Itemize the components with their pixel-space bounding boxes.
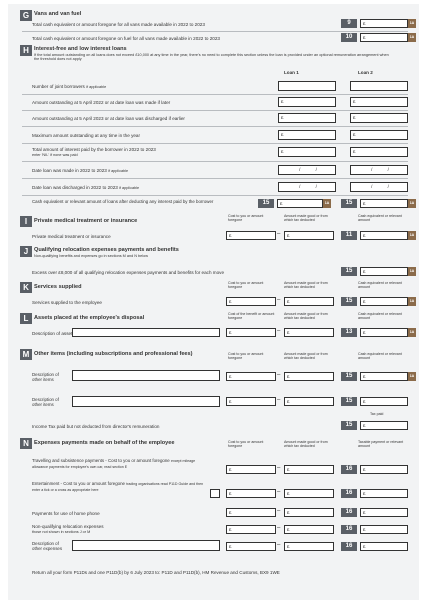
interest-paid-note: enter 'NIL' if none was paid xyxy=(32,153,78,157)
non-qualifying-relocation-label: Non-qualifying relocation expenses xyxy=(32,524,104,529)
entertainment-cost-field[interactable]: £ xyxy=(226,489,276,498)
cash-equivalent-column-header: Cash equivalent or relevant amount xyxy=(358,312,402,320)
loan-cash-equivalent-label: Cash equivalent or relevant amount of loans after deducting any interest paid by the borrower xyxy=(32,199,214,204)
loan-1-interest-paid-field[interactable]: £ xyxy=(278,147,336,157)
divider xyxy=(22,94,408,95)
relocation-excess-label: Excess over £8,000 of all qualifying relocation expenses payments and benefits for each move xyxy=(32,270,225,275)
home-phone-label: Payments for use of home phone xyxy=(32,511,100,516)
section-g-marker: G xyxy=(20,10,32,21)
section-k-marker: K xyxy=(20,282,32,293)
box-16-number: 16 xyxy=(341,489,357,498)
class-1a-tag: 1A xyxy=(408,231,416,240)
minus-sign: – xyxy=(277,297,281,303)
income-tax-paid-label: Income Tax paid but not deducted from director's remuneration xyxy=(32,424,160,429)
amount-outstanding-start-label: Amount outstanding at 5 April 2022 or at date loan was made if later xyxy=(32,100,171,105)
loan-1-cash-equivalent-field[interactable]: £ xyxy=(277,199,323,208)
travelling-subsistence-label: Travelling and subsistence payments - Cost to you or amount foregone except mileage allowance payments for employee's own car, read section E xyxy=(32,458,196,469)
minus-sign: – xyxy=(277,508,281,514)
interest-paid-label: Total amount of interest paid by the borrower in 2022 to 2023 xyxy=(32,147,156,152)
asset-cash-equivalent-field[interactable]: £ xyxy=(360,328,408,337)
asset-cost-field[interactable]: £ xyxy=(226,328,276,337)
made-good-column-header: Amount made good or from which tax deducted xyxy=(284,312,328,320)
cash-equivalent-column-header: Cash equivalent or relevant amount xyxy=(358,214,402,222)
services-cash-equivalent-field[interactable]: £ xyxy=(360,297,408,306)
amount-outstanding-end-label: Amount outstanding at 5 April 2023 or at date loan was discharged if earlier xyxy=(32,116,185,121)
loan-2-interest-paid-field[interactable]: £ xyxy=(350,147,408,157)
travelling-cost-field[interactable]: £ xyxy=(226,465,276,474)
box-9-number: 9 xyxy=(341,19,357,28)
home-phone-cost-field[interactable]: £ xyxy=(226,508,276,517)
section-n-marker: N xyxy=(20,438,32,449)
divider xyxy=(22,143,408,144)
other-items-made-good-field-2[interactable]: £ xyxy=(284,397,334,406)
minus-sign: – xyxy=(277,372,281,378)
box-16-number: 16 xyxy=(341,465,357,474)
joint-borrowers-label: Number of joint borrowers if applicable xyxy=(32,84,107,89)
divider xyxy=(22,126,408,127)
class-1a-tag: 1A xyxy=(408,33,416,42)
section-j-marker: J xyxy=(20,246,32,257)
entertainment-tick-box[interactable] xyxy=(210,489,220,498)
other-items-cash-equivalent-field[interactable]: £ xyxy=(360,372,408,381)
loan-2-cash-equivalent-field[interactable]: £ xyxy=(360,199,408,208)
section-n-title: Expenses payments made on behalf of the employee xyxy=(34,440,175,446)
section-i-marker: I xyxy=(20,216,32,227)
date-loan-made-label: Date loan was made in 2022 to 2023 if applicable xyxy=(32,168,129,173)
made-good-column-header: Amount made good or from which tax deducted xyxy=(284,281,328,289)
cost-column-header: Cost to you or amount foregone xyxy=(228,352,264,360)
taxable-payment-column-header: Taxable payment or relevant amount xyxy=(358,440,404,448)
box-16-number: 16 xyxy=(341,508,357,517)
made-good-column-header: Amount made good or from which tax deducted xyxy=(284,352,328,360)
loan-1-date-made-field[interactable]: / / xyxy=(278,165,336,175)
van-fuel-cash-equivalent-label: Total cash equivalent or amount foregone on fuel for all vans made available in 2022 to 2023 xyxy=(32,36,220,41)
other-expenses-description-label: Description of other expenses xyxy=(32,541,63,551)
box-16-number: 16 xyxy=(341,525,357,534)
minus-sign: – xyxy=(277,489,281,495)
other-items-description-field[interactable] xyxy=(72,370,220,381)
divider xyxy=(22,195,408,196)
section-g-title: Vans and van fuel xyxy=(34,11,82,17)
entertainment-label: Entertainment - Cost to you or amount foregone trading organisations read P11D Guide and then enter a tick or a cross as appropriate here xyxy=(32,481,204,492)
box-15-number: 15 xyxy=(258,199,274,208)
services-cost-field[interactable]: £ xyxy=(226,297,276,306)
vans-cash-equivalent-field[interactable]: £ xyxy=(360,19,408,28)
relocation-cost-field[interactable]: £ xyxy=(226,525,276,534)
home-phone-made-good-field[interactable]: £ xyxy=(284,508,334,517)
loan-2-joint-borrowers-field[interactable] xyxy=(350,81,408,91)
box-15-number: 15 xyxy=(341,421,357,430)
relocation-excess-field[interactable]: £ xyxy=(360,267,408,276)
vans-cash-equivalent-label: Total cash equivalent or amount foregone for all vans made available in 2022 to 2023 xyxy=(32,22,205,27)
box-15-number: 15 xyxy=(341,372,357,381)
entertainment-made-good-field[interactable]: £ xyxy=(284,489,334,498)
box-15-number: 15 xyxy=(341,297,357,306)
date-loan-discharged-label: Date loan was discharged in 2022 to 2023 if applicable xyxy=(32,185,140,190)
cost-column-header: Cost to you or amount foregone xyxy=(228,440,264,448)
section-h-marker: H xyxy=(20,45,32,56)
cost-column-header: Cost to you or amount foregone xyxy=(228,214,264,222)
minus-sign: – xyxy=(277,328,281,334)
other-items-cost-field[interactable]: £ xyxy=(226,372,276,381)
section-i-title: Private medical treatment or insurance xyxy=(34,218,138,224)
minus-sign: – xyxy=(277,231,281,237)
section-l-title: Assets placed at the employee's disposal xyxy=(34,315,145,321)
other-expenses-made-good-field[interactable]: £ xyxy=(284,542,334,551)
loan-2-outstanding-end-field[interactable]: £ xyxy=(350,113,408,123)
asset-made-good-field[interactable]: £ xyxy=(284,328,334,337)
divider xyxy=(22,178,408,179)
class-1a-tag: 1A xyxy=(408,267,416,276)
maximum-outstanding-label: Maximum amount outstanding at any time in the year xyxy=(32,133,141,138)
minus-sign: – xyxy=(277,542,281,548)
loan-2-outstanding-start-field[interactable]: £ xyxy=(350,97,408,107)
section-h-title: Interest-free and low interest loans xyxy=(34,46,127,52)
van-fuel-cash-equivalent-field[interactable]: £ xyxy=(360,33,408,42)
other-expenses-description-field[interactable] xyxy=(72,540,220,551)
class-1a-tag: 1A xyxy=(323,199,331,208)
section-m-title: Other items (including subscriptions and professional fees) xyxy=(34,351,193,357)
loan-1-heading: Loan 1 xyxy=(284,70,299,75)
class-1a-tag: 1A xyxy=(408,297,416,306)
cost-column-header: Cost to you or amount foregone xyxy=(228,281,264,289)
private-medical-made-good-field[interactable]: £ xyxy=(284,231,334,240)
loan-1-joint-borrowers-field[interactable] xyxy=(278,81,336,91)
section-j-title: Qualifying relocation expenses payments and benefits xyxy=(34,247,179,253)
other-items-cash-equivalent-field-2[interactable]: £ xyxy=(360,397,408,406)
box-15-number: 15 xyxy=(341,199,357,208)
box-11-number: 11 xyxy=(341,231,357,240)
loan-1-outstanding-start-field[interactable]: £ xyxy=(278,97,336,107)
box-16-number: 16 xyxy=(341,542,357,551)
section-h-note: If the total amount outstanding on all loans does not exceed £10,000 at any time in the year, there's no need to complete this section unless the loan is provided under an optional remuneration arrangement when the threshold does not apply xyxy=(34,53,389,62)
minus-sign: – xyxy=(277,465,281,471)
loan-2-heading: Loan 2 xyxy=(358,70,373,75)
non-qualifying-relocation-note: those not shown in sections J or M xyxy=(32,530,91,534)
relocation-taxable-field[interactable]: £ xyxy=(360,525,408,534)
other-items-description-field-2[interactable] xyxy=(72,396,220,407)
home-phone-taxable-field[interactable]: £ xyxy=(360,508,408,517)
other-expenses-cost-field[interactable]: £ xyxy=(226,542,276,551)
other-items-description-label-2: Description of other items xyxy=(32,397,59,407)
minus-sign: – xyxy=(277,397,281,403)
class-1a-tag: 1A xyxy=(408,19,416,28)
class-1a-tag: 1A xyxy=(408,328,416,337)
loan-1-maximum-outstanding-field[interactable]: £ xyxy=(278,130,336,140)
class-1a-tag: 1A xyxy=(408,199,416,208)
box-15-number: 15 xyxy=(341,267,357,276)
made-good-column-header: Amount made good or from which tax deducted xyxy=(284,440,328,448)
box-10-number: 10 xyxy=(341,33,357,42)
section-j-note: Non-qualifying benefits and expenses go in sections M and N below xyxy=(34,254,148,258)
cash-equivalent-column-header: Cash equivalent or relevant amount xyxy=(358,281,402,289)
divider xyxy=(22,110,408,111)
box-15-number: 15 xyxy=(341,397,357,406)
other-items-description-label: Description of other items xyxy=(32,372,59,382)
loan-1-outstanding-end-field[interactable]: £ xyxy=(278,113,336,123)
section-l-marker: L xyxy=(20,313,32,324)
return-instructions-footer: Return all your form P11Ds and one P11D(b) by 6 July 2023 to: P11D and P11D(b), HM Revenue and Customs, BX9 1WE xyxy=(32,570,280,575)
asset-description-field[interactable] xyxy=(72,328,220,337)
section-m-marker: M xyxy=(20,349,32,360)
divider xyxy=(22,31,408,32)
income-tax-paid-field[interactable]: £ xyxy=(360,421,408,430)
private-medical-label: Private medical treatment or insurance xyxy=(32,234,111,239)
cash-equivalent-column-header: Cash equivalent or relevant amount xyxy=(358,352,402,360)
travelling-made-good-field[interactable]: £ xyxy=(284,465,334,474)
other-expenses-taxable-field[interactable]: £ xyxy=(360,542,408,551)
box-13-number: 13 xyxy=(341,328,357,337)
class-1a-tag: 1A xyxy=(408,372,416,381)
made-good-column-header: Amount made good or from which tax deducted xyxy=(284,214,328,222)
asset-description-label: Description of asset xyxy=(32,331,73,336)
divider xyxy=(22,161,408,162)
minus-sign: – xyxy=(277,525,281,531)
loan-2-maximum-outstanding-field[interactable]: £ xyxy=(350,130,408,140)
cost-of-benefit-column-header: Cost of the benefit or amount foregone xyxy=(228,312,275,320)
private-medical-cash-equivalent-field[interactable]: £ xyxy=(360,231,408,240)
private-medical-cost-field[interactable]: £ xyxy=(226,231,276,240)
section-k-title: Services supplied xyxy=(34,284,82,290)
entertainment-taxable-field[interactable]: £ xyxy=(360,489,408,498)
loan-1-date-discharged-field[interactable]: / / xyxy=(278,182,336,192)
tax-paid-column-header: Tax paid xyxy=(370,412,384,416)
other-items-made-good-field[interactable]: £ xyxy=(284,372,334,381)
services-supplied-label: Services supplied to the employee xyxy=(32,300,102,305)
loan-2-date-discharged-field[interactable]: / / xyxy=(350,182,408,192)
services-made-good-field[interactable]: £ xyxy=(284,297,334,306)
loan-2-date-made-field[interactable]: / / xyxy=(350,165,408,175)
relocation-made-good-field[interactable]: £ xyxy=(284,525,334,534)
other-items-cost-field-2[interactable]: £ xyxy=(226,397,276,406)
travelling-taxable-field[interactable]: £ xyxy=(360,465,408,474)
